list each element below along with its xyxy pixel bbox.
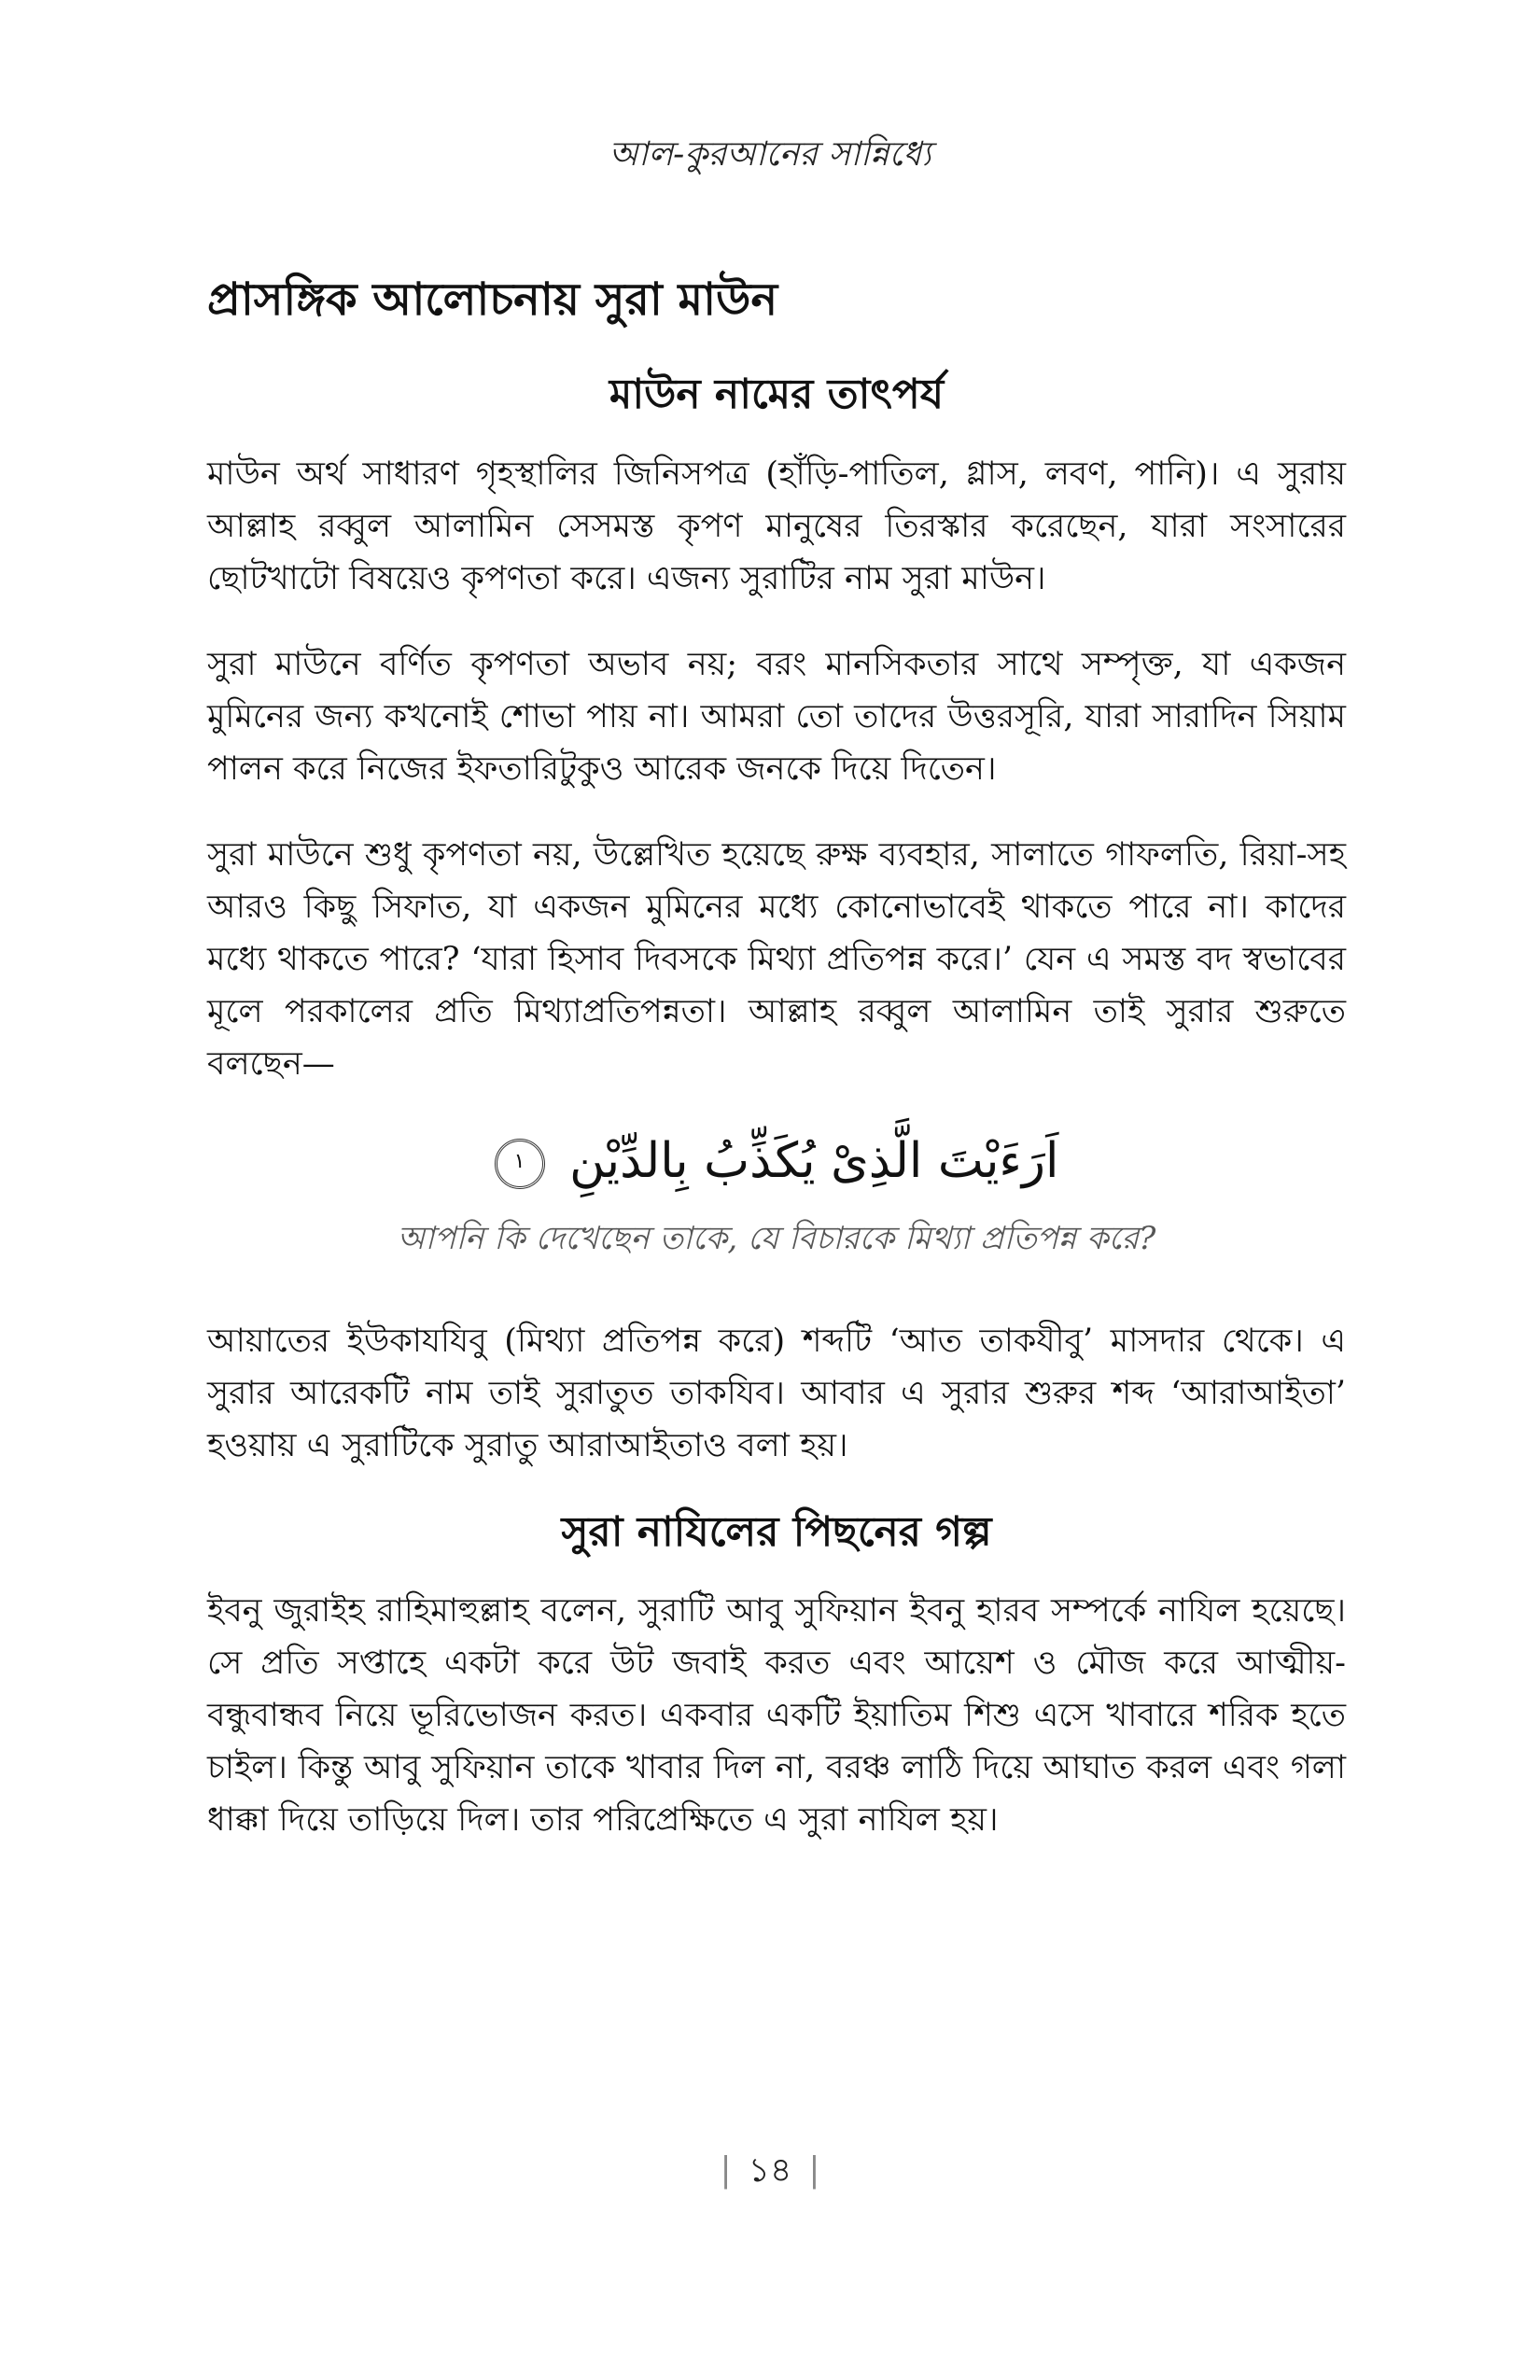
- subheading-revelation-story: সুরা নাযিলের পিছনের গল্প: [561, 1508, 992, 1557]
- paragraph: ইবনু জুরাইহ রাহিমাহুল্লাহ বলেন, সুরাটি আবু সুফিয়ান ইবনু হারব সম্পর্কে নাযিল হয়েছে। সে প্রতি সপ্তাহে একটা করে উট জবাই করত এবং আয়েশ ও মৌজ করে আত্মীয়-বন্ধুবান্ধব নিয়ে ভূরিভোজন করত। একবার একটি ইয়াতিম শিশু এসে খাবারে শরিক হতে চাইল। কিন্তু আবু সুফিয়ান তাকে খাবার দিল না, বরঞ্চ লাঠি দিয়ে আঘাত করল এবং গলা ধাক্কা দিয়ে তাড়িয়ে দিল। তার পরিপ্রেক্ষিতে এ সুরা নাযিল হয়।: [207, 1592, 1346, 1840]
- subheading-name-meaning: মাউন নামের তাৎপর্য: [609, 371, 945, 419]
- paragraph: সুরা মাউনে শুধু কৃপণতা নয়, উল্লেখিত হয়েছে রুক্ষ ব্যবহার, সালাতে গাফলতি, রিয়া-সহ আরও কিছু সিফাত, যা একজন মুমিনের মধ্যে কোনোভাবেই থাকতে পারে না। কাদের মধ্যে থাকতে পারে? ‘যারা হিসাব দিবসকে মিথ্যা প্রতিপন্ন করে।’ যেন এ সমস্ত বদ স্বভাবের মূলে পরকালের প্রতি মিথ্যাপ্রতিপন্নতা। আল্লাহ রব্বুল আলামিন তাই সুরার শুরুতে বলছেন—: [207, 835, 1346, 1083]
- page-number-divider: |: [808, 2151, 820, 2190]
- paragraph: মাউন অর্থ সাধারণ গৃহস্থালির জিনিসপত্র (হাঁড়ি-পাতিল, গ্লাস, লবণ, পানি)। এ সুরায় আল্লাহ রব্বুল আলামিন সেসমস্ত কৃপণ মানুষের তিরস্কার করেছেন, যারা সংসারের ছোটখাটো বিষয়েও কৃপণতা করে। এজন্য সুরাটির নাম সুরা মাউন।: [207, 455, 1346, 597]
- paragraph: সুরা মাউনে বর্ণিত কৃপণতা অভাব নয়; বরং মানসিকতার সাথে সম্পৃক্ত, যা একজন মুমিনের জন্য কখনোই শোভা পায় না। আমরা তো তাদের উত্তরসূরি, যারা সারাদিন সিয়াম পালন করে নিজের ইফতারিটুকুও আরেক জনকে দিয়ে দিতেন।: [207, 645, 1346, 788]
- page-content: [207, 271, 1346, 1880]
- section-title: প্রাসঙ্গিক আলোচনায় সুরা মাউন: [207, 273, 778, 326]
- page-number-value: ১৪: [748, 2151, 792, 2190]
- page-number-divider: |: [720, 2151, 732, 2190]
- paragraph: আয়াতের ইউকাযযিবু (মিথ্যা প্রতিপন্ন করে) শব্দটি ‘আত তাকযীবু’ মাসদার থেকে। এ সুরার আরেকটি নাম তাই সুরাতুত তাকযিব। আবার এ সুরার শুরুর শব্দ ‘আরাআইতা’ হওয়ায় এ সুরাটিকে সুরাতু আরাআইতাও বলা হয়।: [207, 1323, 1346, 1465]
- running-header: আল-কুরআনের সান্নিধ্যে: [609, 135, 931, 174]
- quran-verse: [207, 1124, 1346, 1198]
- verse-arabic-text: اَرَءَيْتَ الَّذِىْ يُكَذِّبُ بِالدِّيْنِ: [569, 1132, 1059, 1189]
- verse-translation: আপনি কি দেখেছেন তাকে, যে বিচারকে মিথ্যা প্রতিপন্ন করে?: [397, 1219, 1156, 1257]
- page-number: [0, 2145, 1540, 2201]
- ayah-number-marker: ١: [495, 1139, 545, 1189]
